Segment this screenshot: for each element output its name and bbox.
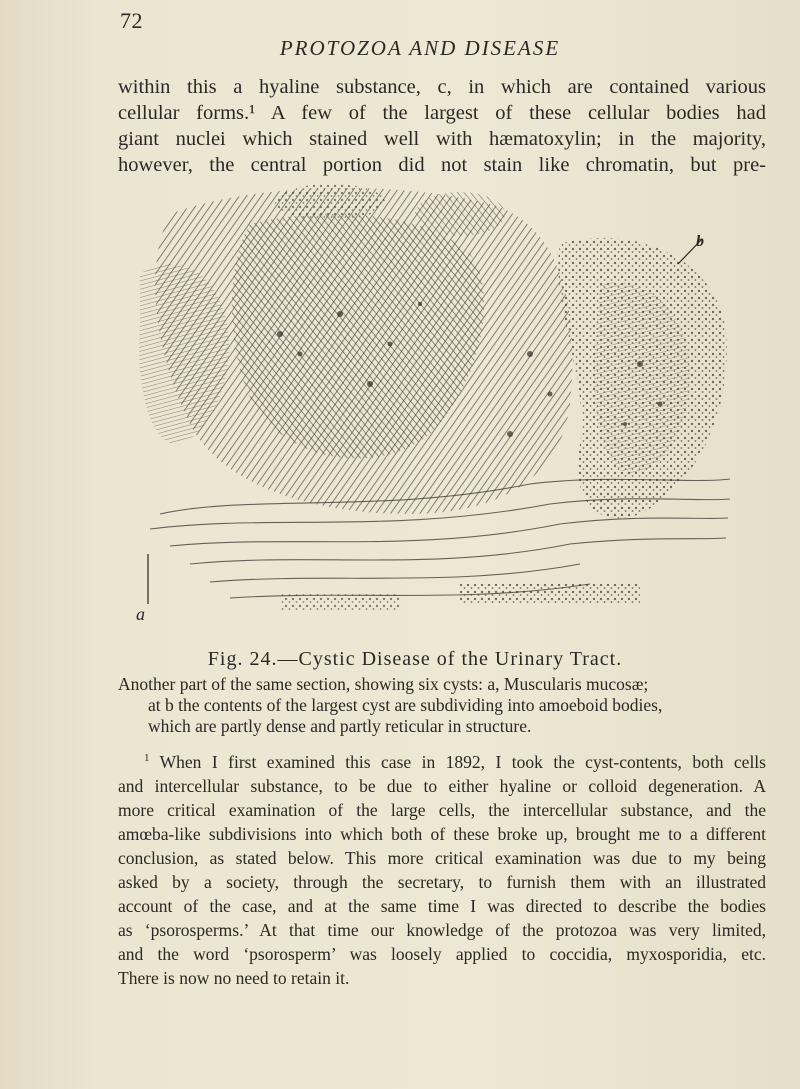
description-line: which are partly dense and partly reticular in structure. [148, 716, 532, 736]
figure-label-a: a [136, 604, 145, 620]
body-line: cellular forms.¹ A few of the largest of these cellular bodies had [118, 102, 766, 124]
body-paragraph [118, 74, 766, 178]
histology-figure [130, 184, 730, 620]
description-line: Another part of the same section, showing six cysts: a, Muscularis mucosæ; [118, 674, 649, 694]
figure-caption: Fig. 24.—Cystic Disease of the Urinary Tract. [207, 648, 623, 670]
footnote [118, 746, 766, 990]
page-number: 72 [120, 8, 143, 33]
footnote-line: account of the case, and at the same time I was directed to describe the bodies [118, 895, 766, 916]
running-head: PROTOZOA AND DISEASE [279, 36, 561, 60]
figure-description [118, 674, 758, 737]
body-line: giant nuclei which stained well with hæmatoxylin; in the majority, [118, 128, 766, 150]
footnote-line: asked by a society, through the secretary, to furnish them with an illustrated [118, 871, 766, 892]
footnote-mark: 1 [144, 752, 150, 764]
cyst-section-illustration [130, 184, 730, 620]
footnote-line: conclusion, as stated below. This more critical examination was due to my being [118, 847, 766, 868]
body-line: within this a hyaline substance, c, in which are contained various [118, 76, 766, 98]
footnote-line: as ‘psorosperms.’ At that time our knowledge of the protozoa was very limited, [118, 919, 766, 940]
body-line: however, the central portion did not stain like chromatin, but pre- [118, 154, 766, 176]
footnote-line: amœba-like subdivisions into which both of these broke up, brought me to a different [118, 823, 766, 844]
footnote-line: and the word ‘psorosperm’ was loosely applied to coccidia, myxosporidia, etc. [118, 943, 766, 964]
footnote-line: When I first examined this case in 1892, I took the cyst-contents, both cells [159, 751, 766, 772]
description-line: at b the contents of the largest cyst are subdividing into amoeboid bodies, [148, 695, 663, 715]
footnote-line: more critical examination of the large cells, the intercellular substance, and the [118, 799, 766, 820]
footnote-line: and intercellular substance, to be due to either hyaline or colloid degeneration. A [118, 775, 766, 796]
figure-label-b: b [696, 233, 704, 250]
footnote-line: There is now no need to retain it. [118, 967, 350, 988]
